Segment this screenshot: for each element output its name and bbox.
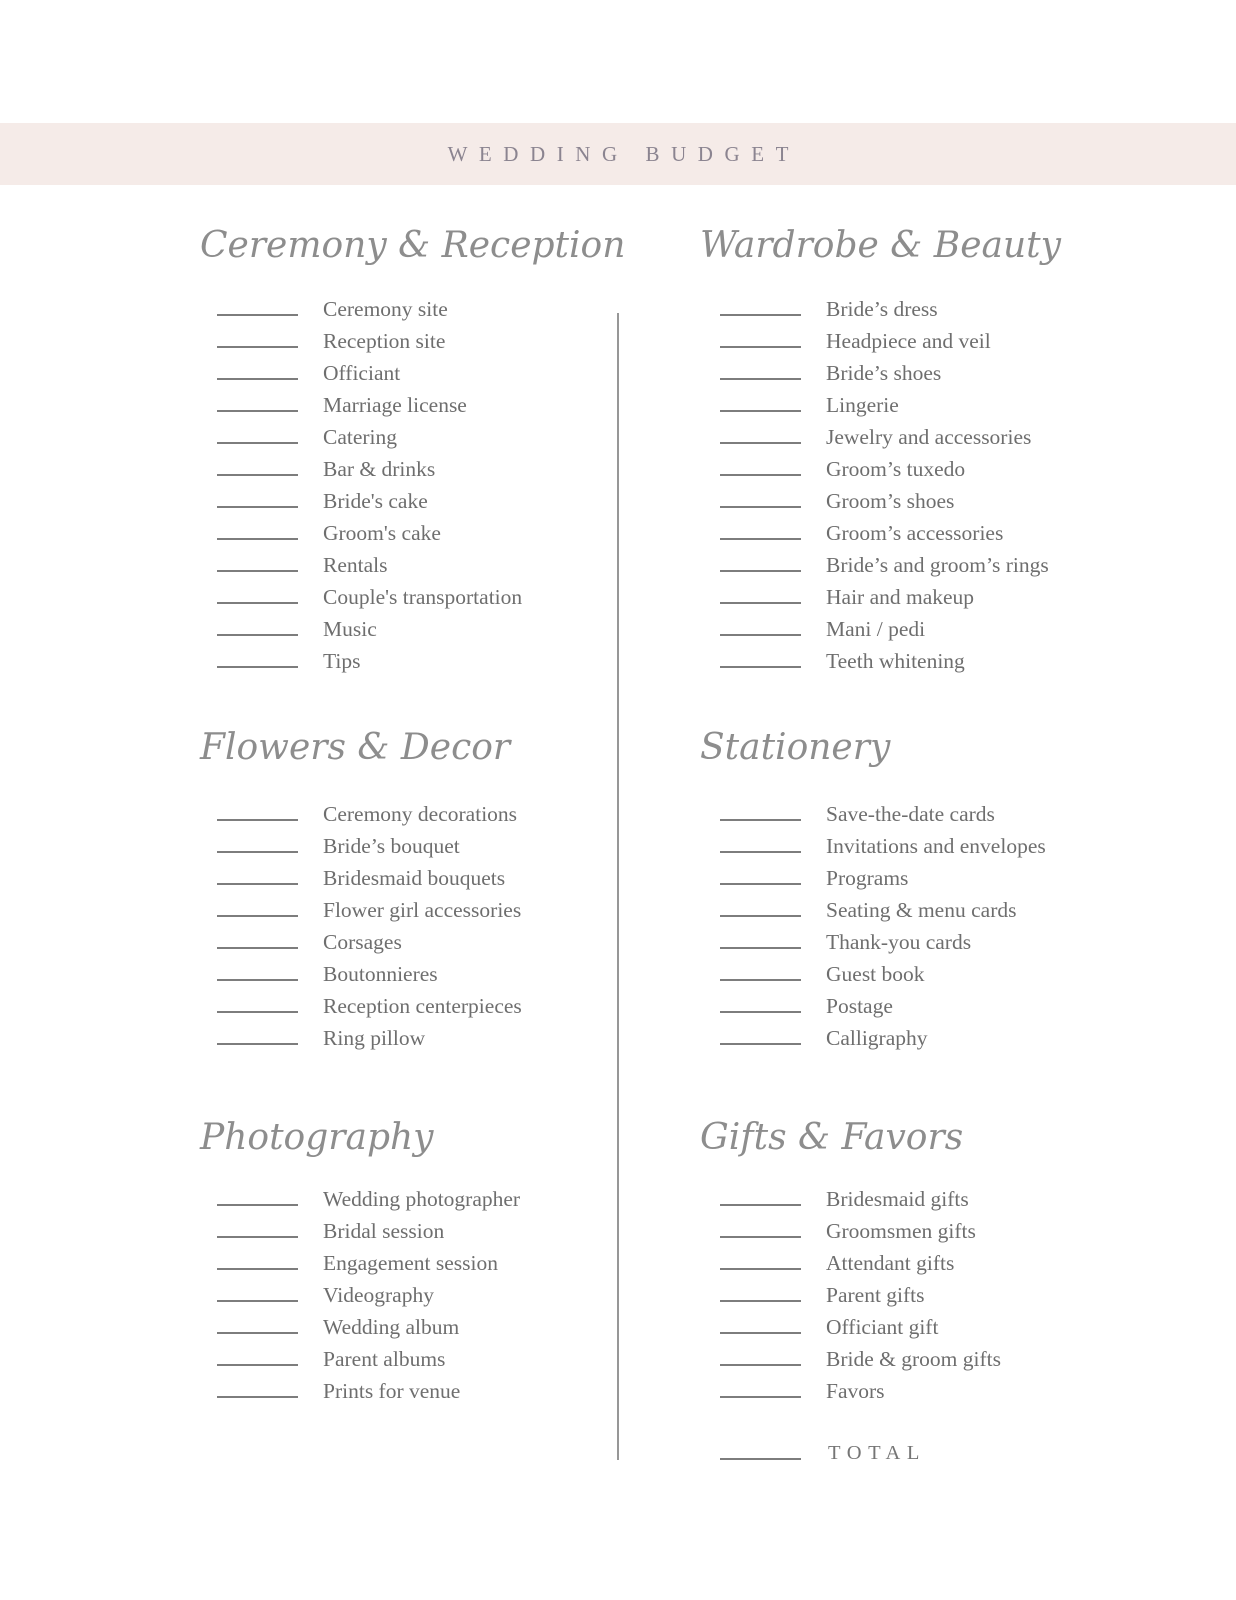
item-label: Bar & drinks: [323, 457, 436, 481]
budget-item-row: [700, 490, 1140, 522]
budget-item-row: [200, 554, 640, 586]
item-label: Groom’s accessories: [826, 521, 1004, 545]
item-label: Parent albums: [323, 1347, 446, 1371]
amount-blank-line: [720, 346, 801, 348]
page-title: WEDDING BUDGET: [447, 141, 800, 166]
item-label: Save-the-date cards: [826, 802, 995, 826]
budget-item-row: [200, 1220, 640, 1252]
budget-item-row: [700, 803, 1140, 835]
item-label: Rentals: [323, 553, 388, 577]
item-label: Prints for venue: [323, 1379, 461, 1403]
budget-item-row: [200, 1284, 640, 1316]
budget-item-row: [700, 835, 1140, 867]
amount-blank-line: [217, 410, 298, 412]
amount-blank-line: [217, 1364, 298, 1366]
budget-item-row: [700, 1027, 1140, 1059]
total-label: TOTAL: [828, 1442, 926, 1464]
amount-blank-line: [217, 819, 298, 821]
amount-blank-line: [720, 410, 801, 412]
item-label: Hair and makeup: [826, 585, 975, 609]
amount-blank-line: [217, 915, 298, 917]
item-label: Tips: [323, 649, 361, 673]
amount-blank-line: [720, 1011, 801, 1013]
amount-blank-line: [217, 1396, 298, 1398]
amount-blank-line: [720, 1043, 801, 1045]
item-label: Ceremony decorations: [323, 802, 518, 826]
item-label: Reception centerpieces: [323, 994, 522, 1018]
budget-item-row: [200, 803, 640, 835]
item-label: Officiant gift: [826, 1315, 939, 1339]
amount-blank-line: [720, 915, 801, 917]
budget-item-row: [700, 330, 1140, 362]
amount-blank-line: [217, 947, 298, 949]
budget-item-row: [200, 298, 640, 330]
budget-item-row: [200, 362, 640, 394]
amount-blank-line: [720, 506, 801, 508]
amount-blank-line: [217, 506, 298, 508]
budget-item-row: [200, 1027, 640, 1059]
amount-blank-line: [720, 602, 801, 604]
item-label: Mani / pedi: [826, 617, 926, 641]
title-banner: [0, 123, 1236, 185]
amount-blank-line: [720, 1236, 801, 1238]
budget-item-row: [700, 1284, 1140, 1316]
amount-blank-line: [720, 442, 801, 444]
amount-blank-line: [217, 314, 298, 316]
item-label: Videography: [323, 1283, 434, 1307]
budget-item-row: [200, 522, 640, 554]
item-label: Postage: [826, 994, 893, 1018]
budget-item-row: [700, 931, 1140, 963]
item-label: Ring pillow: [323, 1026, 426, 1050]
amount-blank-line: [217, 1300, 298, 1302]
item-label: Groomsmen gifts: [826, 1219, 976, 1243]
total-blank-line: [720, 1458, 801, 1460]
amount-blank-line: [720, 1364, 801, 1366]
amount-blank-line: [720, 1300, 801, 1302]
amount-blank-line: [217, 979, 298, 981]
amount-blank-line: [217, 378, 298, 380]
amount-blank-line: [720, 538, 801, 540]
amount-blank-line: [217, 570, 298, 572]
item-label: Corsages: [323, 930, 402, 954]
amount-blank-line: [217, 602, 298, 604]
amount-blank-line: [720, 979, 801, 981]
item-list: [700, 803, 1140, 1059]
amount-blank-line: [217, 1268, 298, 1270]
amount-blank-line: [720, 883, 801, 885]
item-label: Bride & groom gifts: [826, 1347, 1001, 1371]
amount-blank-line: [720, 1204, 801, 1206]
item-label: Guest book: [826, 962, 925, 986]
budget-item-row: [200, 650, 640, 682]
budget-item-row: [700, 1316, 1140, 1348]
item-label: Bridesmaid bouquets: [323, 866, 506, 890]
budget-item-row: [200, 458, 640, 490]
budget-item-row: [700, 298, 1140, 330]
budget-item-row: [200, 963, 640, 995]
item-label: Bride's cake: [323, 489, 428, 513]
amount-blank-line: [217, 1204, 298, 1206]
item-label: Reception site: [323, 329, 446, 353]
budget-item-row: [700, 586, 1140, 618]
item-label: Bride’s shoes: [826, 361, 942, 385]
amount-blank-line: [217, 474, 298, 476]
budget-item-row: [200, 1380, 640, 1412]
item-label: Groom's cake: [323, 521, 441, 545]
budget-item-row: [200, 426, 640, 458]
budget-item-row: [700, 554, 1140, 586]
budget-item-row: [700, 1252, 1140, 1284]
item-label: Groom’s shoes: [826, 489, 955, 513]
amount-blank-line: [720, 1268, 801, 1270]
item-label: Attendant gifts: [826, 1251, 955, 1275]
section-title: Photography: [200, 1117, 434, 1158]
amount-blank-line: [720, 851, 801, 853]
amount-blank-line: [217, 883, 298, 885]
item-label: Flower girl accessories: [323, 898, 522, 922]
amount-blank-line: [217, 1332, 298, 1334]
budget-item-row: [700, 458, 1140, 490]
item-list: [200, 298, 640, 682]
amount-blank-line: [217, 666, 298, 668]
budget-item-row: [200, 330, 640, 362]
budget-item-row: [700, 1188, 1140, 1220]
budget-item-row: [200, 995, 640, 1027]
item-label: Wedding album: [323, 1315, 460, 1339]
item-list: [200, 803, 640, 1059]
item-list: [700, 298, 1140, 682]
budget-item-row: [200, 1188, 640, 1220]
item-label: Marriage license: [323, 393, 467, 417]
budget-item-row: [700, 1380, 1140, 1412]
budget-item-row: [700, 426, 1140, 458]
budget-item-row: [700, 995, 1140, 1027]
amount-blank-line: [217, 851, 298, 853]
item-label: Invitations and envelopes: [826, 834, 1046, 858]
budget-item-row: [700, 362, 1140, 394]
item-label: Calligraphy: [826, 1026, 928, 1050]
total-row: [700, 1442, 1140, 1474]
budget-item-row: [200, 1252, 640, 1284]
budget-item-row: [200, 618, 640, 650]
item-label: Lingerie: [826, 393, 899, 417]
item-label: Bride’s and groom’s rings: [826, 553, 1049, 577]
item-label: Parent gifts: [826, 1283, 925, 1307]
item-label: Favors: [826, 1379, 885, 1403]
item-label: Couple's transportation: [323, 585, 523, 609]
item-label: Engagement session: [323, 1251, 498, 1275]
amount-blank-line: [720, 819, 801, 821]
item-label: Ceremony site: [323, 297, 448, 321]
budget-item-row: [700, 650, 1140, 682]
item-list: [700, 1188, 1140, 1412]
budget-item-row: [200, 931, 640, 963]
amount-blank-line: [720, 474, 801, 476]
amount-blank-line: [720, 666, 801, 668]
section-title: Stationery: [700, 727, 891, 768]
item-label: Groom’s tuxedo: [826, 457, 966, 481]
item-label: Thank-you cards: [826, 930, 972, 954]
budget-item-row: [700, 618, 1140, 650]
item-label: Bride’s dress: [826, 297, 938, 321]
budget-item-row: [700, 899, 1140, 931]
amount-blank-line: [720, 570, 801, 572]
budget-item-row: [200, 867, 640, 899]
section-title: Ceremony & Reception: [200, 225, 626, 266]
budget-item-row: [700, 963, 1140, 995]
item-label: Jewelry and accessories: [826, 425, 1032, 449]
item-label: Bridal session: [323, 1219, 445, 1243]
item-label: Programs: [826, 866, 909, 890]
amount-blank-line: [217, 1236, 298, 1238]
section-title: Gifts & Favors: [700, 1117, 964, 1158]
budget-item-row: [200, 1348, 640, 1380]
amount-blank-line: [217, 1011, 298, 1013]
amount-blank-line: [217, 634, 298, 636]
item-label: Wedding photographer: [323, 1187, 521, 1211]
item-label: Officiant: [323, 361, 401, 385]
amount-blank-line: [720, 1332, 801, 1334]
item-label: Seating & menu cards: [826, 898, 1017, 922]
budget-item-row: [200, 1316, 640, 1348]
amount-blank-line: [720, 378, 801, 380]
item-label: Headpiece and veil: [826, 329, 991, 353]
budget-item-row: [700, 1220, 1140, 1252]
budget-item-row: [200, 835, 640, 867]
section-title: Wardrobe & Beauty: [700, 225, 1061, 266]
amount-blank-line: [720, 634, 801, 636]
section-title: Flowers & Decor: [200, 727, 511, 768]
item-label: Boutonnieres: [323, 962, 438, 986]
budget-item-row: [200, 899, 640, 931]
amount-blank-line: [217, 442, 298, 444]
amount-blank-line: [720, 1396, 801, 1398]
item-label: Bride’s bouquet: [323, 834, 460, 858]
budget-item-row: [700, 394, 1140, 426]
amount-blank-line: [217, 1043, 298, 1045]
budget-item-row: [200, 586, 640, 618]
item-list: [200, 1188, 640, 1412]
budget-item-row: [700, 867, 1140, 899]
item-label: Music: [323, 617, 377, 641]
amount-blank-line: [217, 538, 298, 540]
budget-item-row: [700, 522, 1140, 554]
amount-blank-line: [217, 346, 298, 348]
amount-blank-line: [720, 314, 801, 316]
item-label: Catering: [323, 425, 398, 449]
item-label: Teeth whitening: [826, 649, 965, 673]
budget-item-row: [200, 394, 640, 426]
budget-item-row: [200, 490, 640, 522]
item-label: Bridesmaid gifts: [826, 1187, 969, 1211]
amount-blank-line: [720, 947, 801, 949]
budget-item-row: [700, 1348, 1140, 1380]
